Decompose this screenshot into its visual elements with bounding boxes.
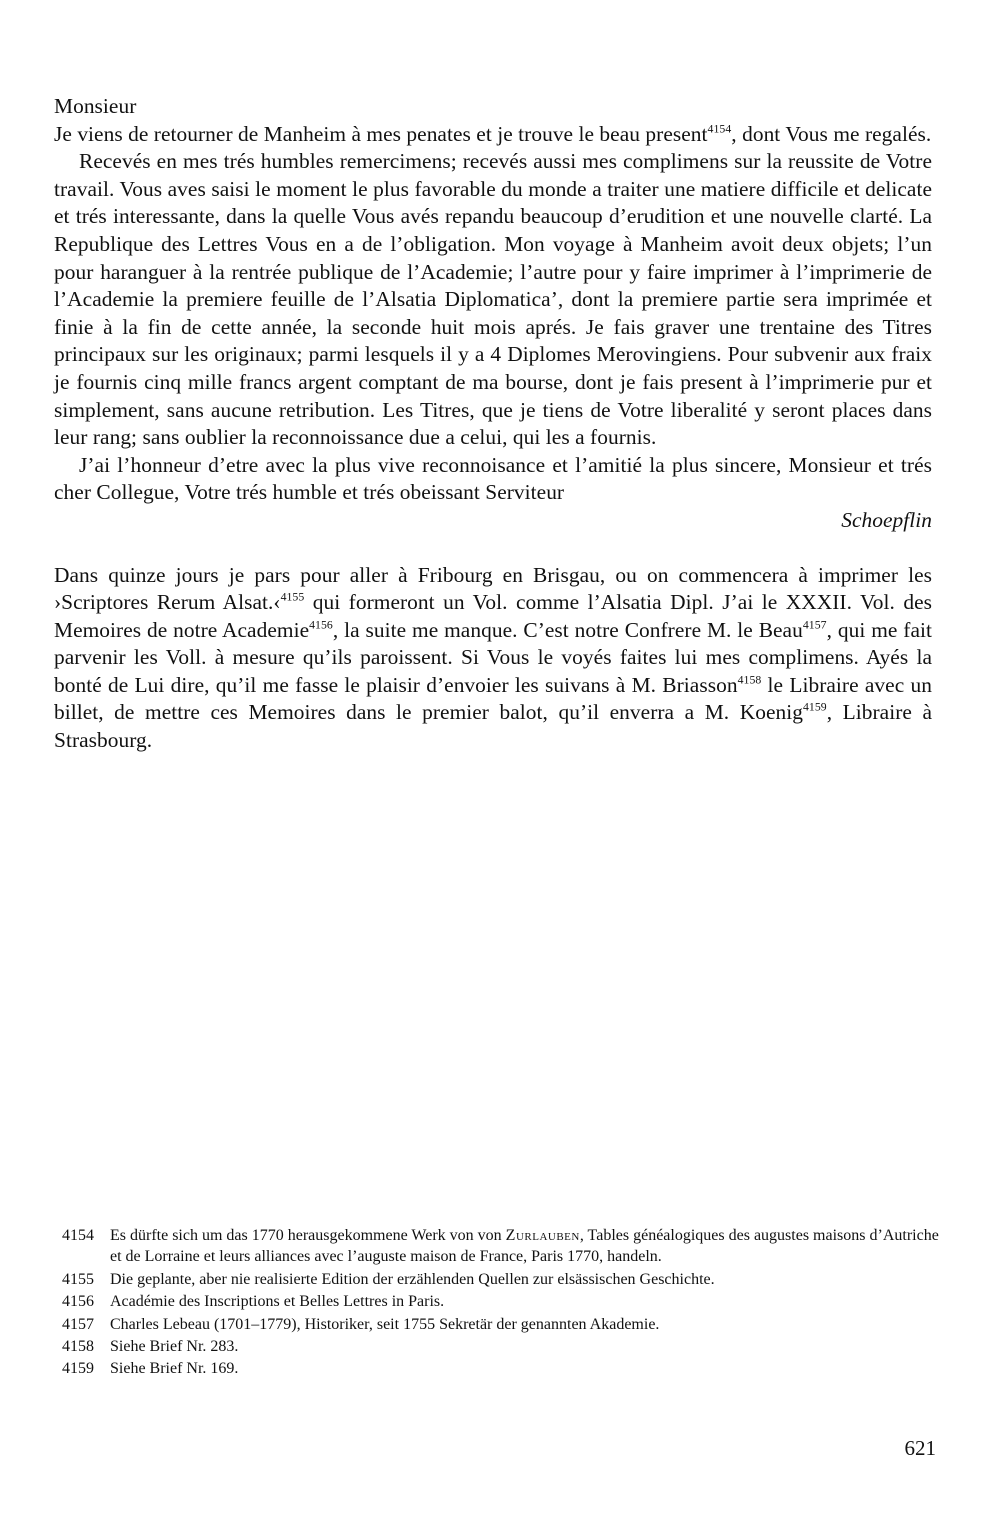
footnote-ref: 4156: [309, 618, 333, 632]
footnote-text: , Tables généalogiques des augustes maisons d’Autriche et de Lorraine et leurs alliances avec l’auguste maison de France, Paris 1770, handeln.: [110, 1227, 939, 1266]
postscript-text: qui formeront un Vol. comme l’Alsatia Dipl. J’ai le XXXII. Vol. des Memoires de notre Academie: [54, 590, 933, 642]
footnote-ref: 4155: [280, 590, 305, 604]
postscript-text: , la suite me manque. C’est notre Confrere M. le Beau: [332, 617, 803, 642]
footnote-ref: 4157: [802, 618, 827, 632]
footnote-number: 4158: [62, 1338, 94, 1356]
postscript: [54, 562, 932, 755]
footnote-number: 4157: [62, 1315, 94, 1333]
footnote-text: Charles Lebeau (1701–1779), Historiker, seit 1755 Sekretär der genannten Akademie.: [110, 1315, 660, 1333]
footnote-text: Académie des Inscriptions et Belles Lettres in Paris.: [110, 1293, 445, 1311]
footnote-text: Siehe Brief Nr. 283.: [110, 1338, 239, 1356]
footnote-number: 4155: [62, 1270, 94, 1288]
footnote-4155: [62, 1269, 942, 1290]
footnote-number: 4159: [62, 1360, 94, 1378]
footnote-number: 4154: [62, 1227, 94, 1244]
salutation: Monsieur: [54, 94, 137, 118]
footnote-ref: 4158: [737, 673, 762, 687]
footnote-ref: 4154: [707, 122, 732, 136]
footnotes: [62, 1225, 942, 1381]
letter-paragraph-1: [54, 121, 932, 149]
letter-paragraph-2: Recevés en mes trés humbles remercimens; recevés aussi mes complimens sur la reussite de Votre travail. Vous aves saisi le moment le plus favorable du monde a traiter une matiere difficile et delicate et trés interessante, dans la quelle Vous avés repandu beaucoup d’erudition et une nouvelle clarté. La Republique des Lettres Vous en a de l’obligation. Mon voyage à Manheim avoit deux objets; l’un pour haranguer à la rentrée publique de l’Academie; l’autre pour y faire imprimer à l’imprimerie de l’Academie la premiere feuille de l’Alsatia Diplomatica’, dont la premiere partie sera imprimée et finie à la fin de cette année, la seconde huit mois aprés. Je fais graver une trentaine des Titres principaux sur les originaux; parmi lesquels il y a 4 Diplomes Merovingiens. Pour subvenir aux fraix je fournis cinq mille francs argent comptant de ma bourse, dont je fais present à l’imprimerie pur et simplement, sans aucune retribution. Les Titres, que je tiens de Votre liberalité y seront places dans leur rang; sans oublier la reconnoissance due a celui, qui les a fournis.: [54, 149, 932, 450]
paragraph-text: Je viens de retourner de Manheim à mes penates et je trouve le beau present: [54, 121, 708, 146]
postscript-text: Dans quinze jours je pars pour aller à Fribourg en Brisgau, ou on commencera à imprimer les ›Scriptores Rerum Alsat.‹: [54, 562, 932, 615]
author-name: Zurlauben: [505, 1227, 580, 1244]
page-number: 621: [904, 1436, 936, 1460]
signature: Schoepflin: [841, 507, 932, 532]
letter-body: [54, 93, 932, 755]
footnote-4154: [62, 1225, 942, 1268]
footnote-ref: 4159: [802, 701, 827, 714]
postscript-text: , Libraire à Strasbourg.: [54, 700, 932, 753]
footnote-4156: [62, 1291, 942, 1312]
paragraph-text: , dont Vous me regalés.: [731, 121, 932, 146]
footnote-text: Siehe Brief Nr. 169.: [110, 1360, 239, 1378]
letter-paragraph-3: J’ai l’honneur d’etre avec la plus vive reconnoisance et l’amitié la plus sincere, Monsieur et trés cher Collegue, Votre trés humble et trés obeissant Serviteur: [54, 452, 932, 505]
postscript-text: le Libraire avec un billet, de mettre ces Memoires dans le premier balot, qu’il enverra a M. Koenig: [54, 672, 932, 725]
footnote-number: 4156: [62, 1293, 94, 1311]
footnote-4158: [62, 1336, 942, 1357]
footnote-text: Es dürfte sich um das 1770 herausgekommene Werk von von: [110, 1227, 506, 1244]
footnote-4157: [62, 1314, 942, 1335]
footnote-4159: [62, 1358, 942, 1379]
postscript-text: , qui me fait parvenir les Voll. à mesure qu’ils paroissent. Si Vous le voyés faites lui mes complimens. Ayés la bonté de Lui dire, qu’il me fasse le plaisir d’envoier les suivans à M. Briasson: [54, 617, 932, 697]
footnote-text: Die geplante, aber nie realisierte Edition der erzählenden Quellen zur elsässischen Geschichte.: [110, 1270, 715, 1288]
